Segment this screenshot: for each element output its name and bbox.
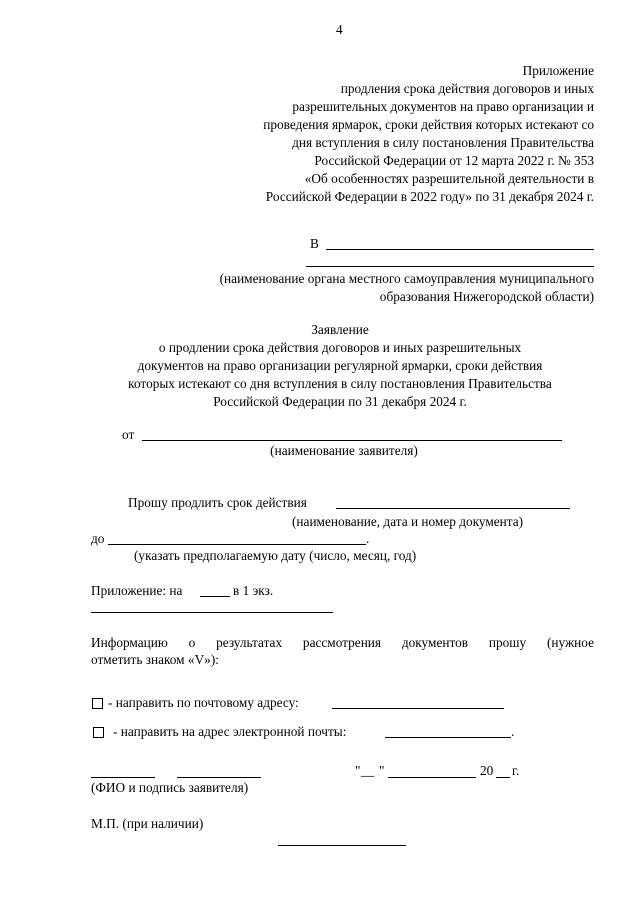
recipient-caption-line: образования Нижегородской области)	[379, 289, 594, 304]
title-line: которых истекают со дня вступления в силу постановления Правительства	[128, 376, 552, 391]
date-line	[108, 544, 366, 545]
document-title: Заявление	[311, 322, 369, 337]
page-number: 4	[336, 22, 343, 37]
appendix-line: Российской Федерации от 12 марта 2022 г. № 353	[314, 153, 594, 168]
applicant-name-line	[142, 440, 562, 441]
title-description	[60, 339, 620, 411]
appendix-line: «Об особенностях разрешительной деятельности в	[304, 171, 594, 186]
appendix-line: продления срока действия договоров и иных	[340, 81, 594, 96]
title-line: Российской Федерации по 31 декабря 2024 г.	[213, 394, 467, 409]
date-open-quote: "	[355, 763, 361, 778]
recipient-caption-line: (наименование органа местного самоуправления муниципального	[219, 271, 594, 286]
option-post-label: - направить по почтовому адресу:	[108, 695, 299, 710]
recipient-caption	[134, 270, 594, 306]
title-line: о продлении срока действия договоров и иных разрешительных	[158, 340, 522, 355]
document-caption: (наименование, дата и номер документа)	[292, 514, 524, 529]
appendix-block	[174, 62, 594, 206]
year-prefix: 20	[480, 763, 494, 778]
date-close-quote: "	[379, 763, 385, 778]
stamp-note: М.П. (при наличии)	[91, 816, 204, 831]
until-period: .	[366, 531, 370, 546]
email-address-line	[385, 737, 511, 738]
post-checkbox[interactable]	[92, 698, 103, 709]
attachment-text-a: Приложение: на	[91, 583, 183, 598]
signature-caption: (ФИО и подпись заявителя)	[91, 780, 249, 795]
appendix-line: проведения ярмарок, сроки действия которых истекают со	[263, 117, 594, 132]
recipient-prefix: В	[310, 236, 319, 251]
attachment-pages-line	[200, 596, 230, 597]
email-checkbox[interactable]	[93, 727, 104, 738]
date-day-blank: __	[361, 763, 375, 778]
info-line-1: Информацию о результатах рассмотрения документов прошу (нужное	[91, 635, 594, 650]
post-address-line	[332, 708, 504, 709]
request-text: Прошу продлить срок действия	[128, 495, 307, 510]
from-prefix: от	[122, 427, 135, 442]
appendix-line: Приложение	[522, 63, 594, 78]
until-prefix: до	[91, 531, 105, 546]
option-email-label: - направить на адрес электронной почты:	[113, 724, 347, 739]
title-line: документов на право организации регулярной ярмарки, сроки действия	[137, 358, 543, 373]
appendix-line: разрешительных документов на право организации и	[292, 99, 594, 114]
info-line-2: отметить знаком «V»):	[91, 652, 219, 667]
applicant-caption: (наименование заявителя)	[270, 443, 418, 458]
year-line	[496, 777, 510, 778]
recipient-line	[326, 249, 594, 250]
signature-line	[177, 777, 261, 778]
date-caption: (указать предполагаемую дату (число, месяц, год)	[134, 548, 417, 563]
bottom-line	[278, 845, 406, 846]
document-line	[336, 508, 570, 509]
attachment-text-b: в 1 экз.	[233, 583, 274, 598]
month-line	[388, 777, 476, 778]
fio-line	[91, 777, 155, 778]
appendix-line: дня вступления в силу постановления Правительства	[292, 135, 594, 150]
email-period: .	[511, 724, 515, 739]
year-suffix: г.	[512, 763, 520, 778]
attachment-line	[91, 612, 333, 613]
appendix-line: Российской Федерации в 2022 году» по 31 декабря 2024 г.	[265, 189, 594, 204]
recipient-line-2	[306, 266, 594, 267]
